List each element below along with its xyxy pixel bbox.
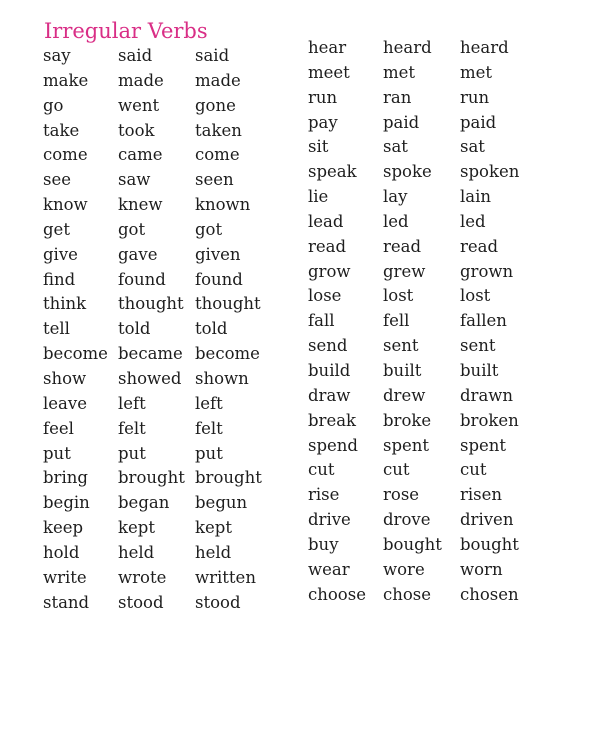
- verb-participle-form: led: [460, 211, 486, 231]
- verb-participle-form: lost: [460, 286, 491, 306]
- verb-base-form: lie: [308, 187, 329, 207]
- verb-participle-form: spent: [460, 435, 507, 455]
- verb-table-left-body: [43, 44, 275, 615]
- verb-base-form: tell: [43, 319, 70, 339]
- verb-row: [308, 135, 540, 160]
- verb-row: [308, 583, 540, 608]
- verb-base-form: choose: [308, 584, 366, 604]
- verb-past-form: left: [118, 393, 146, 413]
- verb-row: [308, 86, 540, 111]
- verb-participle-form: gone: [195, 95, 236, 115]
- verb-base-form: fall: [308, 311, 335, 331]
- verb-row: [43, 94, 275, 119]
- verb-past-form: met: [383, 62, 416, 82]
- verb-participle-form: left: [195, 393, 223, 413]
- verb-row: [43, 292, 275, 317]
- verb-participle-form: felt: [195, 418, 223, 438]
- verb-base-form: hold: [43, 542, 80, 562]
- verb-participle-form: taken: [195, 120, 242, 140]
- verb-row: [43, 566, 275, 591]
- verb-participle-form: heard: [460, 38, 509, 57]
- verb-row: [43, 367, 275, 392]
- verb-base-form: draw: [308, 385, 351, 405]
- verb-participle-form: given: [195, 244, 241, 264]
- verb-past-form: read: [383, 236, 422, 256]
- verb-base-form: hear: [308, 38, 347, 57]
- verb-participle-form: built: [460, 360, 499, 380]
- verb-base-form: give: [43, 244, 78, 264]
- verb-base-form: show: [43, 368, 87, 388]
- verb-past-form: gave: [118, 244, 158, 264]
- verb-participle-form: put: [195, 443, 223, 463]
- verb-participle-form: met: [460, 62, 493, 82]
- verb-base-form: read: [308, 236, 347, 256]
- verb-row: [43, 69, 275, 94]
- verb-row: [43, 342, 275, 367]
- verb-past-form: brought: [118, 468, 185, 488]
- verb-base-form: send: [308, 336, 348, 356]
- verb-participle-form: shown: [195, 368, 249, 388]
- verb-participle-form: held: [195, 542, 232, 562]
- verb-past-form: said: [118, 46, 153, 65]
- verb-past-form: wore: [383, 559, 425, 579]
- verb-participle-form: thought: [195, 294, 261, 314]
- verb-row: [43, 516, 275, 541]
- verb-row: [308, 359, 540, 384]
- verb-participle-form: chosen: [460, 584, 519, 604]
- verb-base-form: lead: [308, 211, 344, 231]
- verb-past-form: fell: [383, 311, 410, 331]
- verb-base-form: stand: [43, 592, 90, 612]
- verb-base-form: make: [43, 70, 89, 90]
- verb-base-form: see: [43, 170, 71, 190]
- verb-base-form: speak: [308, 162, 357, 182]
- verb-past-form: found: [118, 269, 166, 289]
- verb-base-form: meet: [308, 62, 350, 82]
- verb-participle-form: paid: [460, 112, 497, 132]
- verb-row: [308, 483, 540, 508]
- verb-base-form: keep: [43, 518, 84, 538]
- verb-past-form: rose: [383, 485, 420, 505]
- verb-past-form: showed: [118, 368, 182, 388]
- verb-table-left: [43, 44, 275, 615]
- verb-participle-form: driven: [460, 510, 514, 530]
- verb-base-form: put: [43, 443, 71, 463]
- verb-row: [308, 533, 540, 558]
- verb-past-form: cut: [383, 460, 410, 480]
- verb-row: [43, 243, 275, 268]
- verb-participle-form: told: [195, 319, 228, 339]
- page-title: Irregular Verbs: [44, 19, 208, 43]
- verb-base-form: leave: [43, 393, 87, 413]
- verb-table-right-body: [308, 36, 540, 607]
- verb-base-form: begin: [43, 493, 90, 513]
- verb-base-form: grow: [308, 261, 351, 281]
- verb-participle-form: kept: [195, 518, 232, 538]
- verb-past-form: went: [118, 95, 160, 115]
- verb-row: [43, 392, 275, 417]
- verb-row: [308, 260, 540, 285]
- verb-base-form: build: [308, 360, 351, 380]
- verb-past-form: lost: [383, 286, 414, 306]
- verb-row: [43, 466, 275, 491]
- verb-participle-form: come: [195, 145, 240, 165]
- verb-base-form: lose: [308, 286, 342, 306]
- verb-past-form: built: [383, 360, 422, 380]
- verb-base-form: write: [43, 567, 87, 587]
- verb-past-form: lay: [383, 187, 408, 207]
- verb-participle-form: sat: [460, 137, 485, 157]
- verb-base-form: think: [43, 294, 87, 314]
- verb-base-form: become: [43, 344, 108, 364]
- verb-base-form: spend: [308, 435, 358, 455]
- verb-base-form: buy: [308, 534, 339, 554]
- verb-base-form: come: [43, 145, 88, 165]
- verb-base-form: cut: [308, 460, 335, 480]
- verb-row: [308, 334, 540, 359]
- verb-base-form: bring: [43, 468, 88, 488]
- verb-past-form: stood: [118, 592, 164, 612]
- verb-participle-form: become: [195, 344, 260, 364]
- verb-row: [308, 235, 540, 260]
- verb-participle-form: cut: [460, 460, 487, 480]
- verb-base-form: go: [43, 95, 64, 115]
- verb-participle-form: found: [195, 269, 243, 289]
- verb-base-form: get: [43, 219, 70, 239]
- verb-base-form: pay: [308, 112, 338, 132]
- verb-past-form: became: [118, 344, 183, 364]
- verb-past-form: got: [118, 219, 146, 239]
- verb-past-form: sat: [383, 137, 408, 157]
- verb-past-form: broke: [383, 410, 432, 430]
- verb-row: [43, 317, 275, 342]
- verb-base-form: take: [43, 120, 80, 140]
- verb-base-form: drive: [308, 510, 351, 530]
- verb-row: [308, 160, 540, 185]
- verb-participle-form: drawn: [460, 385, 514, 405]
- verb-row: [308, 434, 540, 459]
- verb-base-form: sit: [308, 137, 329, 157]
- verb-participle-form: written: [195, 567, 256, 587]
- verb-participle-form: worn: [460, 559, 503, 579]
- verb-participle-form: said: [195, 46, 230, 65]
- verb-row: [308, 284, 540, 309]
- verb-base-form: find: [43, 269, 76, 289]
- verb-row: [43, 168, 275, 193]
- verb-past-form: knew: [118, 195, 163, 215]
- verb-past-form: kept: [118, 518, 155, 538]
- verb-row: [43, 417, 275, 442]
- verb-participle-form: broken: [460, 410, 519, 430]
- verb-row: [308, 61, 540, 86]
- verb-past-form: grew: [383, 261, 426, 281]
- verb-past-form: came: [118, 145, 163, 165]
- verb-participle-form: seen: [195, 170, 234, 190]
- verb-row: [43, 541, 275, 566]
- verb-past-form: spoke: [383, 162, 432, 182]
- verb-row: [308, 309, 540, 334]
- verb-participle-form: bought: [460, 534, 519, 554]
- verb-past-form: led: [383, 211, 409, 231]
- verb-row: [308, 111, 540, 136]
- verb-participle-form: begun: [195, 493, 248, 513]
- verb-past-form: made: [118, 70, 164, 90]
- verb-past-form: saw: [118, 170, 151, 190]
- verb-participle-form: known: [195, 195, 251, 215]
- verb-row: [308, 210, 540, 235]
- verb-base-form: rise: [308, 485, 340, 505]
- verb-past-form: paid: [383, 112, 420, 132]
- verb-participle-form: risen: [460, 485, 503, 505]
- verb-participle-form: grown: [460, 261, 514, 281]
- verb-base-form: feel: [43, 418, 74, 438]
- verb-past-form: ran: [383, 87, 412, 107]
- verb-participle-form: fallen: [460, 311, 507, 331]
- verb-base-form: run: [308, 87, 338, 107]
- verb-past-form: took: [118, 120, 155, 140]
- verb-row: [43, 591, 275, 616]
- verb-row: [308, 558, 540, 583]
- verb-row: [43, 143, 275, 168]
- verb-row: [43, 193, 275, 218]
- verb-base-form: wear: [308, 559, 350, 579]
- verb-participle-form: got: [195, 219, 223, 239]
- verb-past-form: spent: [383, 435, 430, 455]
- verb-row: [43, 491, 275, 516]
- verb-row: [308, 36, 540, 61]
- verb-base-form: break: [308, 410, 357, 430]
- verb-row: [43, 44, 275, 69]
- verb-row: [308, 409, 540, 434]
- verb-row: [308, 458, 540, 483]
- verb-past-form: chose: [383, 584, 432, 604]
- verb-table-right: [308, 36, 540, 607]
- verb-participle-form: lain: [460, 187, 492, 207]
- verb-past-form: felt: [118, 418, 146, 438]
- verb-past-form: put: [118, 443, 146, 463]
- verb-participle-form: brought: [195, 468, 262, 488]
- verb-base-form: know: [43, 195, 88, 215]
- verb-past-form: thought: [118, 294, 184, 314]
- verb-past-form: held: [118, 542, 155, 562]
- verb-row: [43, 119, 275, 144]
- verb-past-form: wrote: [118, 567, 167, 587]
- verb-past-form: drew: [383, 385, 426, 405]
- verb-past-form: sent: [383, 336, 419, 356]
- verb-row: [308, 384, 540, 409]
- verb-row: [43, 442, 275, 467]
- verb-participle-form: sent: [460, 336, 496, 356]
- verb-past-form: began: [118, 493, 170, 513]
- verb-row: [308, 185, 540, 210]
- verb-row: [43, 268, 275, 293]
- verb-past-form: heard: [383, 38, 432, 57]
- verb-participle-form: read: [460, 236, 499, 256]
- verb-participle-form: stood: [195, 592, 241, 612]
- verb-past-form: told: [118, 319, 151, 339]
- verb-past-form: bought: [383, 534, 442, 554]
- verb-past-form: drove: [383, 510, 431, 530]
- verb-base-form: say: [43, 46, 71, 65]
- verb-participle-form: run: [460, 87, 490, 107]
- verb-participle-form: made: [195, 70, 241, 90]
- verb-row: [308, 508, 540, 533]
- verb-row: [43, 218, 275, 243]
- verb-participle-form: spoken: [460, 162, 520, 182]
